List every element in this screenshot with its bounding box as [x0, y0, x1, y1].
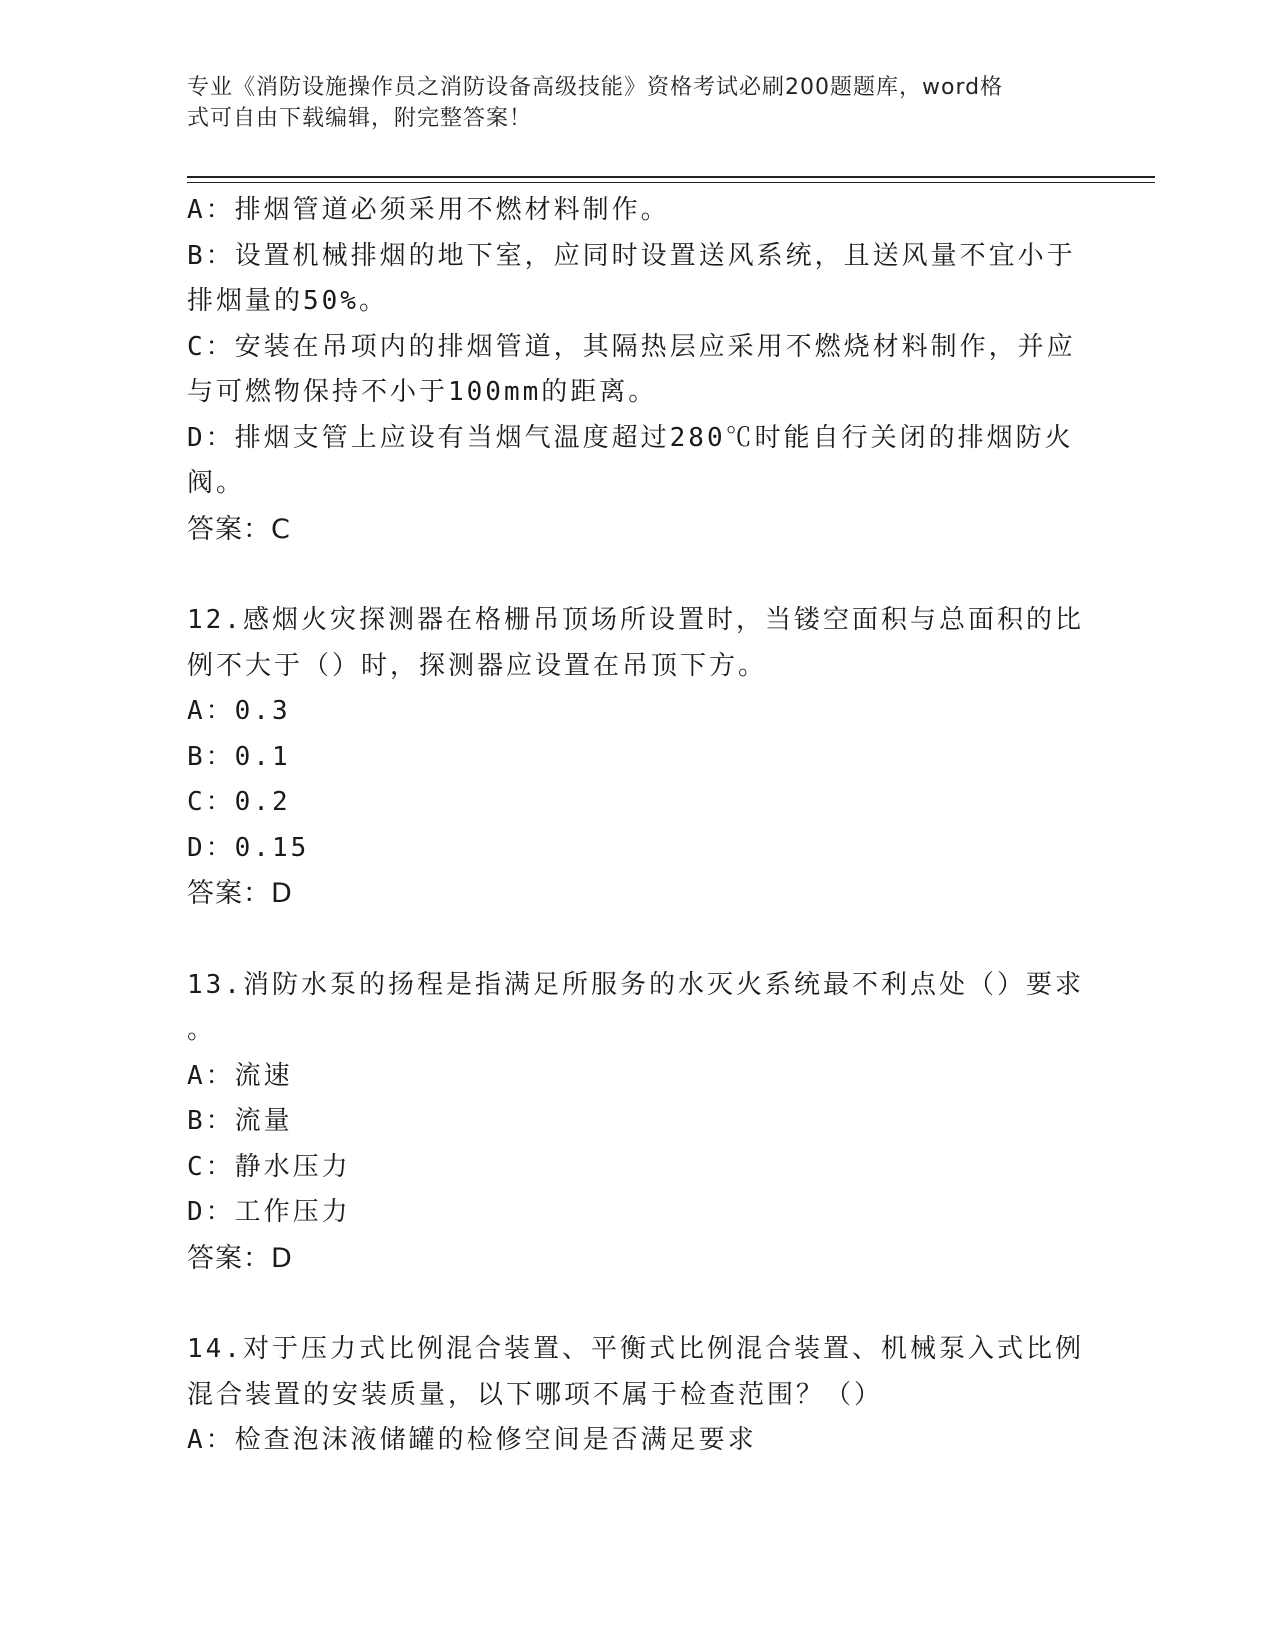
- document-body: [187, 188, 1087, 1464]
- option-a: A：0.3: [187, 696, 291, 726]
- question-14-block: [187, 1327, 1087, 1464]
- option-a: A：检查泡沫液储罐的检修空间是否满足要求: [187, 1425, 757, 1455]
- option-d: D：排烟支管上应设有当烟气温度超过280℃时能自行关闭的排烟防火: [187, 422, 1074, 453]
- option-c: C：静水压力: [187, 1151, 351, 1182]
- spacer: [187, 1281, 1087, 1327]
- answer-label: 答案：C: [187, 513, 291, 545]
- question-text-cont: 例不大于（）时，探测器应设置在吊顶下方。: [187, 650, 768, 681]
- option-d: D：0.15: [187, 832, 310, 863]
- option-b-cont: 排烟量的50%。: [187, 286, 388, 316]
- option-b: B：0.1: [187, 741, 291, 772]
- question-text-cont: 。: [187, 1015, 217, 1045]
- document-header: [187, 72, 1067, 134]
- spacer: [187, 552, 1087, 598]
- option-c: C：安装在吊项内的排烟管道，其隔热层应采用不燃烧材料制作，并应: [187, 331, 1076, 362]
- header-line-1: 专业《消防设施操作员之消防设备高级技能》资格考试必刷200题题库，word格: [187, 75, 1004, 100]
- option-b: B：设置机械排烟的地下室，应同时设置送风系统，且送风量不宜小于: [187, 240, 1076, 271]
- spacer: [187, 917, 1087, 963]
- header-rule-thin: [187, 182, 1155, 183]
- answer-label: 答案：D: [187, 1242, 293, 1274]
- answer-label: 答案：D: [187, 878, 293, 909]
- question-text: 14.对于压力式比例混合装置、平衡式比例混合装置、机械泵入式比例: [187, 1334, 1084, 1364]
- option-a: A：排烟管道必须采用不燃材料制作。: [187, 195, 670, 225]
- option-b: B：流量: [187, 1106, 293, 1136]
- option-d-cont: 阀。: [187, 468, 246, 498]
- question-11-block: [187, 188, 1087, 552]
- question-text-cont: 混合装置的安装质量，以下哪项不属于检查范围？（）: [187, 1379, 884, 1410]
- question-text: 12.感烟火灾探测器在格栅吊顶场所设置时，当镂空面积与总面积的比: [187, 605, 1084, 635]
- question-13-block: [187, 963, 1087, 1282]
- question-12-block: [187, 598, 1087, 917]
- header-line-2: 式可自由下载编辑，附完整答案！: [187, 106, 533, 131]
- question-text: 13.消防水泵的扬程是指满足所服务的水灭火系统最不利点处（）要求: [187, 969, 1084, 1000]
- option-a: A：流速: [187, 1060, 293, 1091]
- header-rule-thick: [187, 176, 1155, 178]
- option-d: D：工作压力: [187, 1197, 351, 1227]
- option-c: C：0.2: [187, 787, 291, 817]
- option-c-cont: 与可燃物保持不小于100mm的距离。: [187, 377, 658, 407]
